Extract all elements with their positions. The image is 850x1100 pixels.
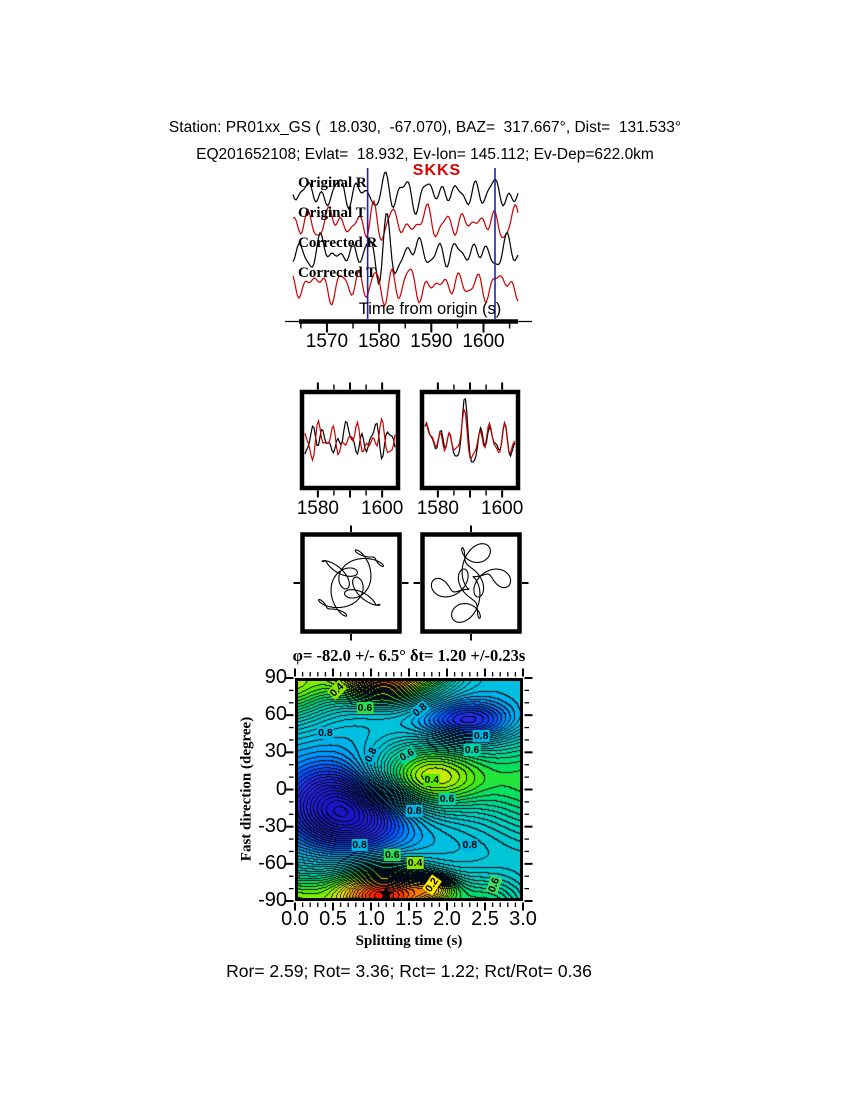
- contour-value-label: 0.8: [407, 804, 422, 817]
- splitting-time-tick-label: 0.0: [281, 908, 309, 930]
- fast-direction-tick-label: -90: [258, 889, 287, 911]
- time-axis-tick-label: 1580: [357, 331, 401, 352]
- fast-direction-tick-label: -60: [258, 851, 287, 874]
- fast-direction-tick-label: -30: [258, 814, 287, 837]
- particle-motion-frame: [303, 535, 400, 632]
- window-panel-trace: [425, 399, 515, 462]
- splitting-time-tick-label: 1.5: [395, 908, 423, 930]
- contour-value-label: 0.8: [352, 839, 367, 852]
- particle-motion-curve: [431, 544, 510, 623]
- seismogram-trace: [293, 269, 518, 306]
- panel-tick-label: 1580: [416, 498, 459, 519]
- contour-value-label: 0.6: [384, 849, 400, 862]
- window-panel-frame: [422, 392, 518, 488]
- window-panel-trace: [305, 419, 395, 460]
- contour-value-label: 0.2: [422, 875, 441, 895]
- splitting-time-tick-label: 2.5: [471, 908, 499, 930]
- contour-value-label: 0.6: [439, 793, 455, 806]
- fast-direction-tick-label: 30: [264, 740, 287, 763]
- contour-value-label: 0.8: [318, 726, 333, 739]
- time-axis-tick-label: 1590: [410, 331, 453, 352]
- splitting-time-tick-label: 0.5: [319, 908, 347, 930]
- contour-value-label: 0.6: [485, 875, 503, 894]
- window-panel-trace: [305, 422, 395, 459]
- contour-value-label: 0.6: [464, 743, 480, 756]
- header-event-line: EQ201652108; Evlat= 18.932, Ev-lon= 145.112; Ev-Dep=622.0km: [196, 146, 654, 163]
- splitting-time-tick-label: 2.0: [433, 908, 461, 930]
- panel-tick-label: 1580: [296, 498, 339, 519]
- footer-statistics: Ror= 2.59; Rot= 3.36; Rct= 1.22; Rct/Rot= 0.36: [226, 961, 592, 981]
- window-panel-traces: [425, 399, 515, 462]
- fast-direction-tick-label: 60: [264, 703, 287, 726]
- time-axis-title: Time from origin (s): [358, 300, 502, 318]
- contour-value-label: 0.8: [473, 730, 489, 743]
- splitting-time-tick-label: 1.0: [357, 908, 385, 930]
- contour-value-label: 0.4: [327, 680, 347, 700]
- contour-value-label: 0.8: [362, 745, 380, 764]
- fast-direction-tick-label: 0: [275, 777, 287, 800]
- particle-motion-curve-group: [319, 550, 384, 616]
- splitting-time-axis-title: Splitting time (s): [355, 933, 463, 949]
- splitting-time-tick-label: 3.0: [509, 908, 537, 930]
- contour-value-label: 0.4: [424, 773, 440, 786]
- contour-value-label: 0.4: [407, 856, 423, 869]
- error-surface-frame: [297, 680, 522, 900]
- panel-tick-label: 1600: [481, 498, 524, 519]
- fast-direction-tick-label: 90: [264, 666, 287, 688]
- particle-motion-curve-group: [431, 544, 510, 623]
- time-axis-tick-label: 1570: [305, 331, 349, 352]
- panel-tick-label: 1600: [361, 498, 404, 519]
- window-panel-traces: [305, 419, 395, 460]
- error-surface-title: φ= -82.0 +/- 6.5° δt= 1.20 +/-0.23s: [292, 646, 526, 665]
- contour-value-label: 0.6: [357, 701, 373, 714]
- trace-label: Corrected R: [298, 235, 378, 251]
- contour-value-label: 0.8: [462, 839, 478, 852]
- trace-label: Original R: [298, 175, 367, 191]
- header-station-line: Station: PR01xx_GS ( 18.030, -67.070), BAZ= 317.667°, Dist= 131.533°: [168, 119, 682, 136]
- fast-direction-axis-title: Fast direction (degree): [238, 716, 255, 862]
- phase-label: SKKS: [412, 162, 462, 179]
- solution-star-icon: ★: [376, 880, 397, 906]
- particle-motion-curve: [319, 550, 384, 616]
- contour-value-label: 0.8: [410, 700, 430, 720]
- contour-value-label: 0.6: [397, 745, 417, 764]
- seismogram-trace: [293, 172, 518, 214]
- seismogram-trace: [293, 201, 518, 240]
- time-axis-tick-label: 1600: [462, 331, 505, 352]
- trace-label: Original T: [298, 205, 366, 221]
- trace-label: Corrected T: [298, 265, 377, 281]
